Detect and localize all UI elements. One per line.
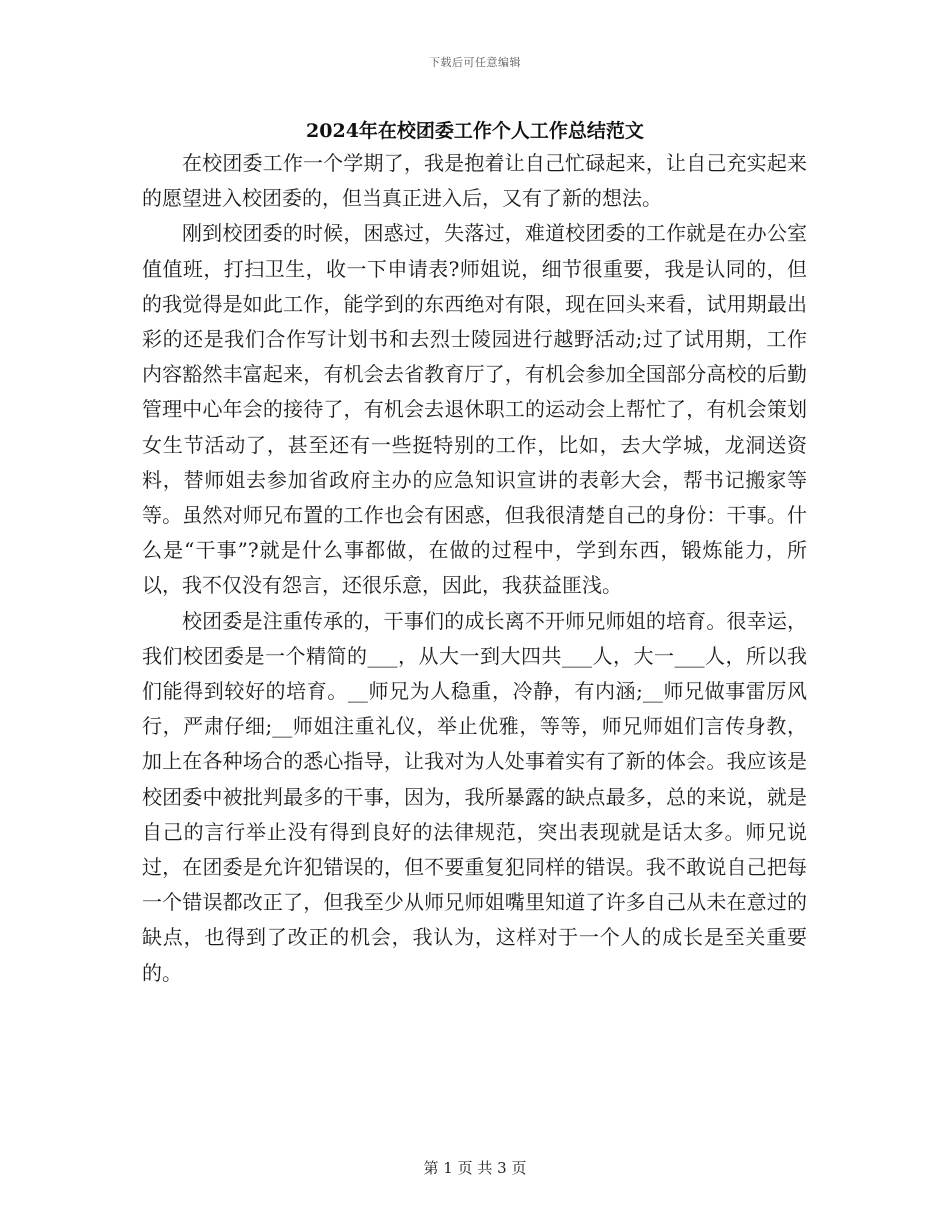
header-note: 下载后可任意编辑 xyxy=(429,56,521,69)
paragraph-2: 刚到校团委的时候，困惑过，失落过，难道校团委的工作就是在办公室值值班，打扫卫生，收一下申请表?师姐说，细节很重要，我是认同的，但的我觉得是如此工作，能学到的东西绝对有限，现在回头来看，试用期最出彩的还是我们合作写计划书和去烈士陵园进行越野活动;过了试用期，工作内容豁然丰富起来，有机会去省教育厅了，有机会参加全国部分高校的后勤管理中心年会的接待了，有机会去退休职工的运动会上帮忙了，有机会策划女生节活动了，甚至还有一些挺特别的工作，比如，去大学城，龙洞送资料，替师姐去参加省政府主办的应急知识宣讲的表彰大会，帮书记搬家等等。虽然对师兄布置的工作也会有困惑，但我很清楚自己的身份：干事。什么是“干事”?就是什么事都做，在做的过程中，学到东西，锻炼能力，所以，我不仅没有怨言，还很乐意，因此，我获益匪浅。 xyxy=(142,221,807,598)
paragraph-3: 校团委是注重传承的，干事们的成长离不开师兄师姐的培育。很幸运，我们校团委是一个精简的___，从大一到大四共___人，大一___人，所以我们能得到较好的培育。__师兄为人稳重，冷静，有内涵;__师兄做事雷厉风行，严肃仔细;__师姐注重礼仪，举止优雅，等等，师兄师姐们言传身教，加上在各种场合的悉心指导，让我对为人处事着实有了新的体会。我应该是校团委中被批判最多的干事，因为，我所暴露的缺点最多，总的来说，就是自己的言行举止没有得到良好的法律规范，突出表现就是话太多。师兄说过，在团委是允许犯错误的，但不要重复犯同样的错误。我不敢说自己把每一个错误都改正了，但我至少从师兄师姐嘴里知道了许多自己从未在意过的缺点，也得到了改正的机会，我认为，这样对于一个人的成长是至关重要的。 xyxy=(142,608,807,985)
document-body xyxy=(142,146,807,991)
document-title: 2024年在校团委工作个人工作总结范文 xyxy=(306,120,644,142)
page-footer: 第 1 页 共 3 页 xyxy=(423,1159,527,1177)
paragraph-1: 在校团委工作一个学期了，我是抱着让自己忙碌起来，让自己充实起来的愿望进入校团委的，但当真正进入后，又有了新的想法。 xyxy=(142,151,807,211)
